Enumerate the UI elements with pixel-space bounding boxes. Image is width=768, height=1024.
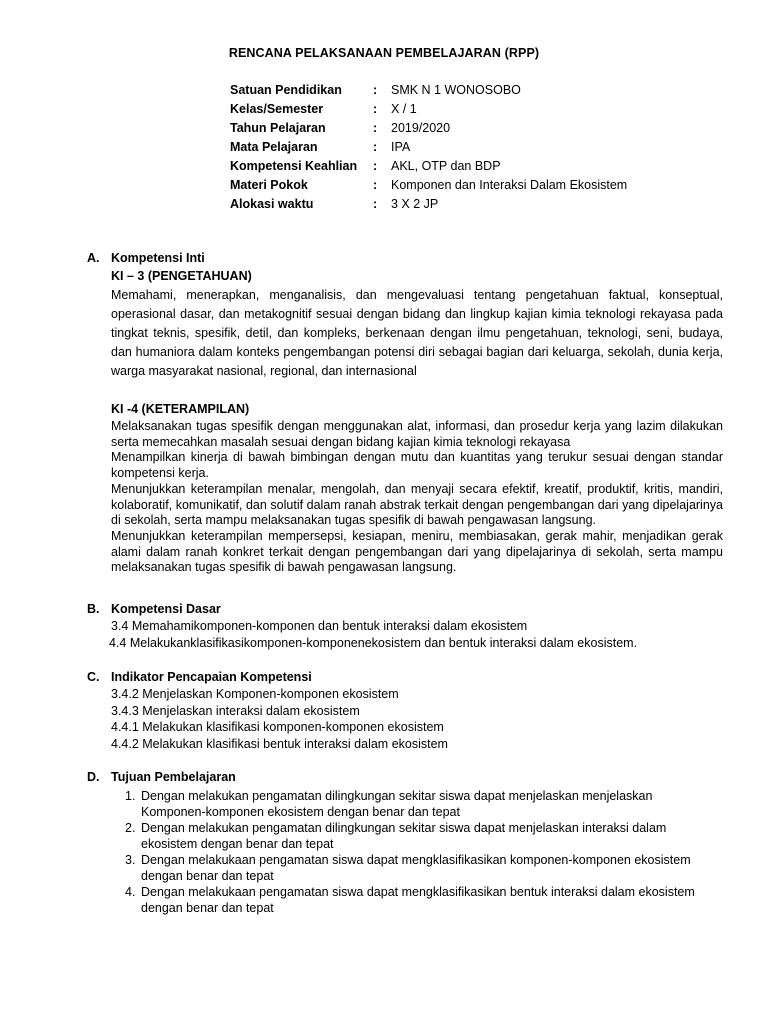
tujuan-number: 2. (125, 821, 136, 835)
indikator-item: 3.4.2 Menjelaskan Komponen-komponen ekosistem (111, 687, 399, 701)
section-letter: B. (87, 602, 100, 616)
meta-row-alokasi-waktu (230, 195, 627, 214)
ki3-paragraph: Memahami, menerapkan, menganalisis, dan mengevaluasi tentang pengetahuan faktual, konseptual, operasional dasar, dan metakognitif sesuai dengan bidang dan lingkup kajian kimia teknologi rekayasa pada tingkat teknis, spesifik, detil, dan kompleks, berkenaan dengan ilmu pengetahuan, teknologi, seni, budaya, dan humaniora dalam konteks pengembangan potensi diri sebagai bagian dari keluarga, sekolah, dunia kerja, warga masyarakat nasional, regional, dan internasional (111, 288, 723, 378)
meta-label: Tahun Pelajaran (230, 121, 326, 135)
meta-value: 2019/2020 (391, 121, 451, 135)
section-tujuan (87, 768, 723, 916)
meta-colon: : (373, 197, 378, 211)
meta-value: AKL, OTP dan BDP (391, 159, 501, 173)
kd-item: 4.4 Melakukanklasifikasikomponen-komponenekosistem dan bentuk interaksi dalam ekosistem. (109, 636, 638, 650)
section-kompetensi-inti (87, 249, 723, 576)
meta-row-kelas-semester (230, 100, 627, 119)
meta-value: 3 X 2 JP (391, 197, 439, 211)
section-letter: C. (87, 670, 100, 684)
meta-value: Komponen dan Interaksi Dalam Ekosistem (391, 178, 628, 192)
meta-label: Mata Pelajaran (230, 140, 318, 154)
section-kompetensi-dasar (87, 600, 723, 652)
ki4-paragraph: Menunjukkan keterampilan mempersepsi, kesiapan, meniru, membiasakan, gerak mahir, menjadikan gerak alami dalam ranah konkret terkait dengan pengembangan dari yang dipelajarinya di sekolah, serta mampu melaksanakan tugas spesifik di bawah pengawasan langsung. (111, 528, 723, 575)
meta-row-materi-pokok (230, 176, 627, 195)
section-heading (87, 249, 723, 267)
meta-label: Satuan Pendidikan (230, 83, 342, 97)
meta-label: Alokasi waktu (230, 197, 314, 211)
ki4-paragraph: Melaksanakan tugas spesifik dengan menggunakan alat, informasi, dan prosedur kerja yang lazim dilakukan serta memecahkan masalah sesuai dengan bidang kajian kimia teknologi rekayasa (111, 419, 723, 449)
section-title: Kompetensi Inti (111, 251, 205, 265)
section-indikator (87, 668, 723, 752)
meta-colon: : (373, 178, 378, 192)
tujuan-item (125, 884, 726, 916)
meta-row-kompetensi-keahlian (230, 157, 627, 176)
tujuan-number: 1. (125, 789, 136, 803)
meta-row-mata-pelajaran (230, 138, 627, 157)
ki4-heading: KI -4 (KETERAMPILAN) (111, 402, 250, 416)
document-title: RENCANA PELAKSANAAN PEMBELAJARAN (RPP) (228, 46, 540, 60)
section-title: Indikator Pencapaian Kompetensi (111, 670, 312, 684)
meta-row-tahun-pelajaran (230, 119, 627, 138)
indikator-item: 3.4.3 Menjelaskan interaksi dalam ekosistem (111, 703, 360, 718)
section-heading (87, 768, 723, 786)
tujuan-number: 3. (125, 853, 136, 867)
tujuan-text: Dengan melakukan pengamatan dilingkungan sekitar siswa dapat menjelaskan interaksi dalam ekosistem dengan benar dan tepat (141, 821, 667, 851)
meta-row-satuan-pendidikan (230, 81, 627, 100)
meta-value: X / 1 (391, 102, 417, 116)
ki3-heading: KI – 3 (PENGETAHUAN) (111, 269, 252, 283)
tujuan-item (125, 852, 726, 884)
identity-table (230, 81, 627, 214)
tujuan-item (125, 788, 701, 820)
indikator-item: 4.4.1 Melakukan klasifikasi komponen-komponen ekosistem (111, 720, 444, 734)
meta-colon: : (373, 121, 378, 135)
meta-colon: : (373, 140, 378, 154)
ki4-paragraph: Menunjukkan keterampilan menalar, mengolah, dan menyaji secara efektif, kreatif, produktif, kritis, mandiri, kolaboratif, komunikatif, dan solutif dalam ranah abstrak terkait dengan pengembangan dari yang dipelajarinya di sekolah, serta mampu melaksanakan tugas spesifik di bawah pengawasan langsung. (111, 481, 723, 528)
meta-colon: : (373, 83, 378, 97)
indikator-item: 4.4.2 Melakukan klasifikasi bentuk interaksi dalam ekosistem (111, 736, 448, 751)
meta-value: IPA (391, 140, 411, 154)
tujuan-text: Dengan melakukaan pengamatan siswa dapat mengklasifikasikan bentuk interaksi dalam ekosistem dengan benar dan tepat (141, 885, 695, 915)
kd-item: 3.4 Memahamikomponen-komponen dan bentuk interaksi dalam ekosistem (111, 619, 528, 633)
tujuan-text: Dengan melakukan pengamatan dilingkungan sekitar siswa dapat menjelaskan menjelaskan Komponen-komponen ekosistem dengan benar dan tepat (141, 789, 653, 819)
tujuan-number: 4. (125, 885, 136, 899)
section-title: Tujuan Pembelajaran (111, 770, 236, 784)
meta-label: Materi Pokok (230, 178, 308, 192)
section-heading (87, 668, 723, 686)
meta-label: Kompetensi Keahlian (230, 159, 358, 173)
tujuan-text: Dengan melakukaan pengamatan siswa dapat mengklasifikasikan komponen-komponen ekosistem dengan benar dan tepat (141, 853, 691, 883)
meta-label: Kelas/Semester (230, 102, 324, 116)
meta-colon: : (373, 102, 378, 116)
ki4-paragraph: Menampilkan kinerja di bawah bimbingan dengan mutu dan kuantitas yang terukur sesuai dengan standar kompetensi kerja. (111, 450, 723, 481)
section-letter: A. (87, 251, 100, 265)
tujuan-item (125, 820, 701, 852)
meta-value: SMK N 1 WONOSOBO (391, 83, 521, 97)
section-heading (87, 600, 723, 618)
section-letter: D. (87, 770, 100, 784)
section-title: Kompetensi Dasar (111, 602, 221, 616)
meta-colon: : (373, 159, 378, 173)
